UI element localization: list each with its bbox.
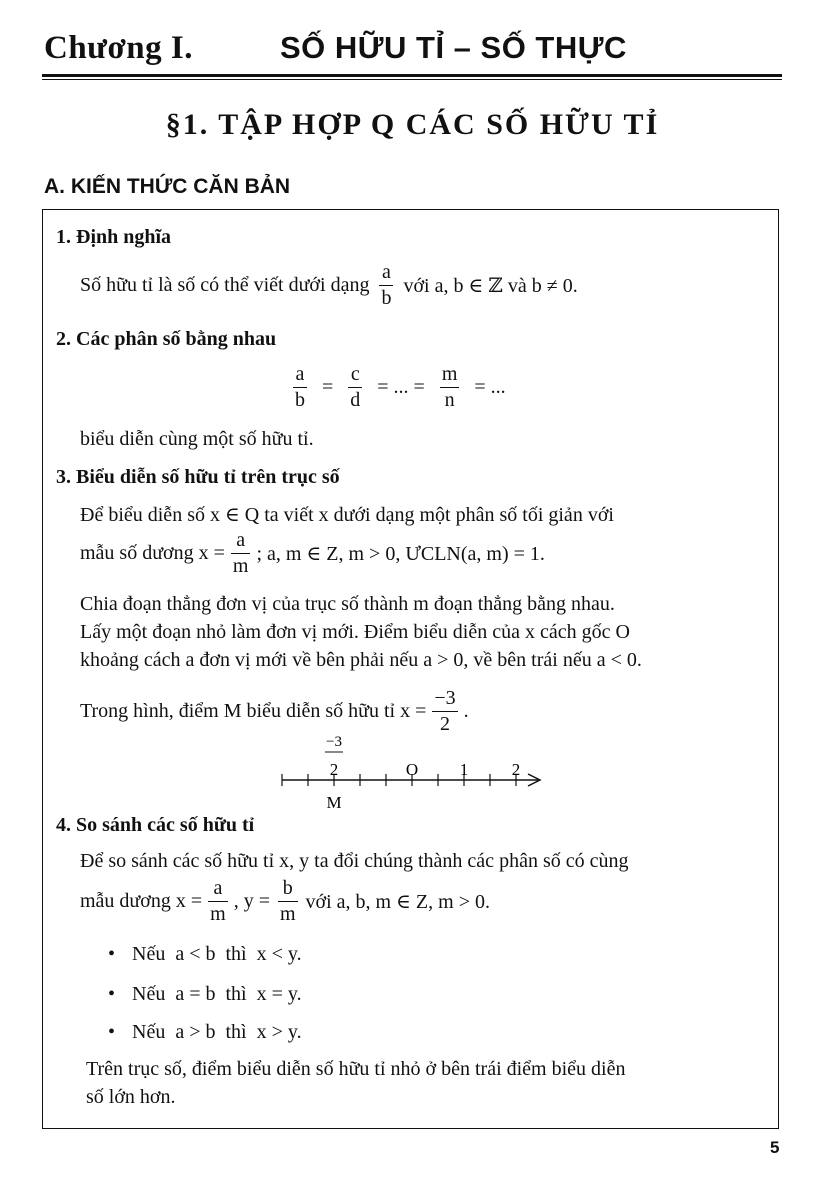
figure-text-after: . (463, 700, 469, 722)
item3-figure-caption (80, 688, 469, 735)
item3-heading: 3. Biểu diễn số hữu tỉ trên trục số (56, 466, 340, 488)
item1-fraction (379, 262, 393, 309)
fraction-numerator: c (350, 363, 360, 385)
fraction-numerator: m (441, 363, 458, 385)
fraction-numerator: a (295, 363, 305, 385)
tick-label-1: 1 (459, 760, 469, 779)
point-label-numerator: −3 (326, 734, 342, 750)
fraction-denominator: m (210, 903, 226, 925)
fraction-a-b (293, 364, 307, 411)
tick-label-2: 2 (511, 760, 521, 779)
fraction-denominator: 2 (440, 713, 451, 735)
fraction-denominator: b (381, 287, 392, 309)
fraction-m-n (440, 364, 460, 411)
bullet-item-3 (108, 1021, 302, 1044)
point-m-label: M (326, 793, 342, 812)
item4-heading: 4. So sánh các số hữu tỉ (56, 814, 255, 836)
fraction-numerator: a (382, 261, 391, 283)
item4-line2-c: với a, b, m ∈ Z, m > 0. (305, 891, 490, 913)
bullet-item-2 (108, 983, 302, 1006)
item4-fraction-x (208, 878, 228, 925)
fraction-numerator: a (213, 877, 223, 899)
item4-closing-line-2: số lớn hơn. (86, 1086, 176, 1108)
item3-fraction (231, 530, 251, 577)
item3-para-line-3: khoảng cách a đơn vị mới về bên phải nếu a > 0, về bên trái nếu a < 0. (80, 649, 642, 671)
item1-definition (80, 262, 578, 309)
fraction-bar (278, 901, 298, 902)
figure-fraction (432, 688, 457, 735)
item1-heading: 1. Định nghĩa (56, 226, 172, 248)
figure-text-before: Trong hình, điểm M biểu diễn số hữu tỉ x = (80, 700, 427, 722)
fraction-numerator: b (282, 877, 293, 899)
part-a-heading: A. KIẾN THỨC CĂN BẢN (44, 175, 291, 198)
item4-line1: Để so sánh các số hữu tỉ x, y ta đổi chúng thành các phân số có cùng (80, 850, 629, 872)
fraction-bar (440, 387, 460, 388)
item3-line2-after: ; a, m ∈ Z, m > 0, ƯCLN(a, m) = 1. (256, 543, 545, 565)
fraction-bar (432, 711, 457, 712)
item3-para-line-2: Lấy một đoạn nhỏ làm đơn vị mới. Điểm biểu diễn của x cách gốc O (80, 621, 630, 643)
item2-text: biểu diễn cùng một số hữu tỉ. (80, 428, 314, 450)
bullet-marker: • (108, 943, 116, 965)
chapter-title: SỐ HỮU TỈ – SỐ THỰC (280, 30, 627, 65)
equals-sign: = (322, 376, 334, 398)
bullet-marker: • (108, 1021, 116, 1043)
header-rule-thick (42, 74, 782, 77)
fraction-bar (379, 285, 393, 286)
item3-para-line-1: Chia đoạn thẳng đơn vị của trục số thành m đoạn thẳng bằng nhau. (80, 593, 615, 615)
fraction-bar (293, 387, 307, 388)
fraction-denominator: m (232, 555, 249, 577)
item3-line2-before: mẫu số dương x = (80, 542, 225, 564)
fraction-denominator: b (295, 389, 305, 411)
item3-line2 (80, 530, 545, 577)
fraction-c-d (348, 364, 362, 411)
item4-line2-a: mẫu dương x = (80, 890, 203, 912)
number-line-figure (270, 730, 560, 815)
item1-text-before: Số hữu tỉ là số có thể viết dưới dạng (80, 274, 370, 296)
fraction-numerator: −3 (434, 687, 456, 709)
fraction-numerator: a (236, 529, 246, 551)
fraction-denominator: m (279, 903, 296, 925)
bullet-marker: • (108, 983, 116, 1005)
fraction-denominator: d (350, 389, 361, 411)
item4-closing-line-1: Trên trục số, điểm biểu diễn số hữu tỉ nhỏ ở bên trái điểm biểu diễn (86, 1058, 626, 1080)
page-number: 5 (770, 1138, 780, 1157)
item2-heading: 2. Các phân số bằng nhau (56, 328, 277, 350)
fraction-bar (348, 387, 362, 388)
chapter-label: Chương I. (44, 30, 193, 66)
item4-line2 (80, 878, 490, 925)
item3-line1: Để biểu diễn số x ∈ Q ta viết x dưới dạng một phân số tối giản với (80, 504, 614, 526)
bullet-text: Nếu a < b thì x < y. (132, 943, 302, 965)
item1-text-after: với a, b ∈ ℤ và b ≠ 0. (403, 275, 578, 297)
fraction-denominator: n (444, 389, 455, 411)
bullet-item-1 (108, 943, 302, 966)
equals-ellipsis: = ... = (377, 376, 425, 398)
fraction-bar (208, 901, 228, 902)
equals-ellipsis-end: = ... (474, 376, 506, 398)
origin-label: O (405, 760, 419, 779)
point-label-denominator: 2 (329, 760, 339, 779)
fraction-bar (231, 553, 251, 554)
item4-line2-b: , y = (233, 890, 270, 912)
bullet-text: Nếu a > b thì x > y. (132, 1021, 302, 1043)
section-title: §1. TẬP HỢP Q CÁC SỐ HỮU TỈ (165, 108, 660, 141)
bullet-text: Nếu a = b thì x = y. (132, 983, 302, 1005)
item2-equal-fractions (290, 364, 506, 411)
item4-fraction-y (278, 878, 298, 925)
header-rule-thin (42, 79, 782, 80)
